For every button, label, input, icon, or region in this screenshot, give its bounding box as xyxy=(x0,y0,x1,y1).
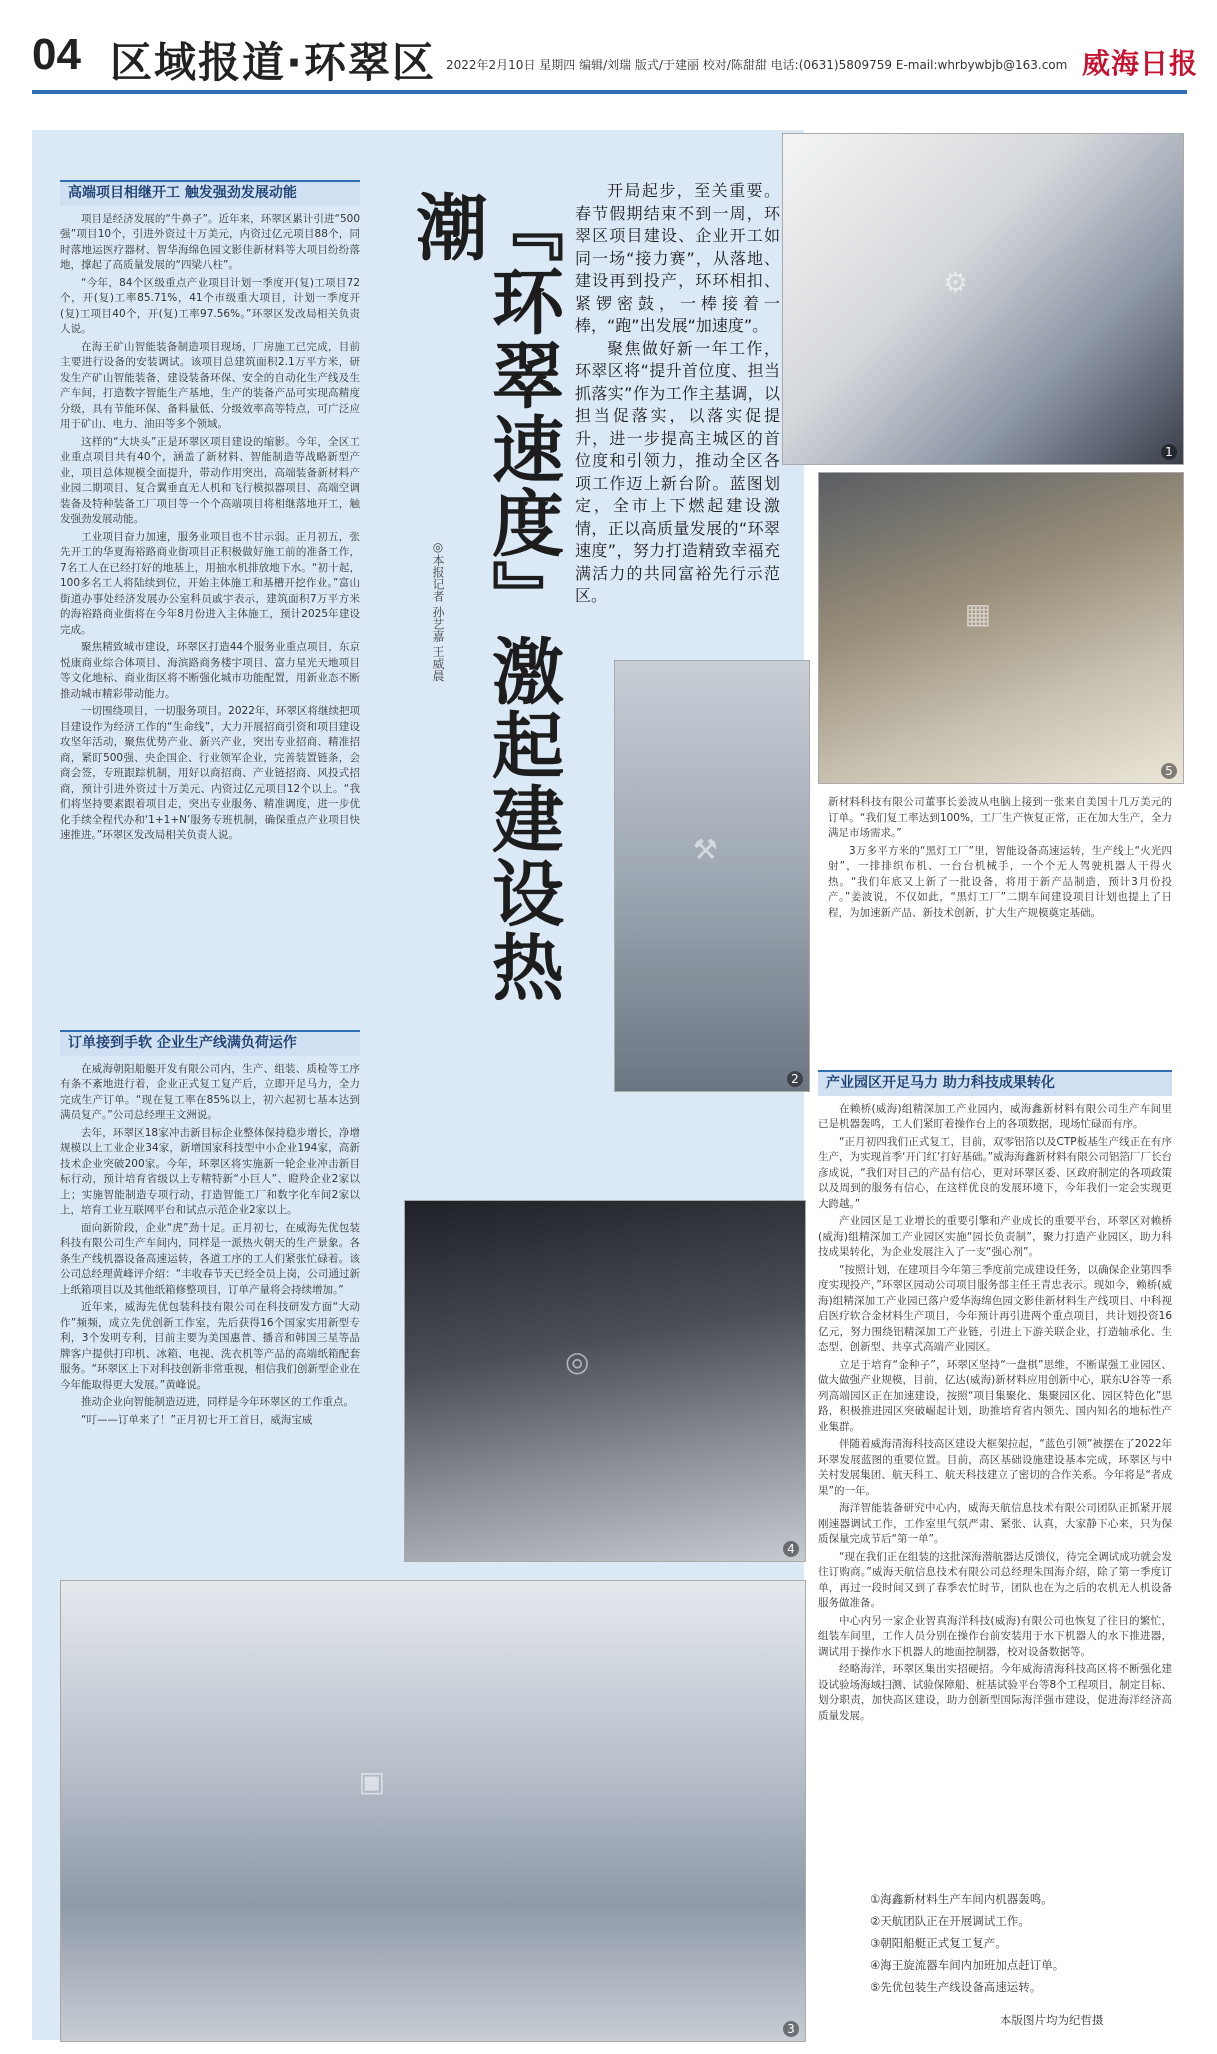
section-1-column xyxy=(60,180,360,846)
paragraph: 在海王矿山智能装备制造项目现场，厂房施工已完成，目前主要进行设备的安装调试。该项目总建筑面积2.1万平方米，研发生产矿山智能装备，建设装备环保、安全的自动化生产线及生产车间，打造数字智能生产基地，生产的装备产品可实现高精度分级，具有节能环保、备料量低、分级效率高等特点，可广泛应用于矿山、电力、油田等多个领域。 xyxy=(60,340,360,430)
paragraph: 一切围绕项目，一切服务项目。2022年，环翠区将继续把项目建设作为经济工作的“生命线”，大力开展招商引资和项目建设攻坚年活动，聚焦优势产业、新兴产业，突出专业招商、精准招商，紧盯500强、央企国企、行业领军企业，完善装置链条，会商会签，专班跟踪机制，用好以商招商、产业链招商、风投式招商，预计引进外资过十万美元、内资过亿元项目12个以上。“我们将坚持要素跟着项目走，突出专业服务、精准调度，进一步优化手续全程代办和‘1+1+N’服务专班机制，确保重点产业项目快速推进。”环翠区发改局相关负责人说。 xyxy=(60,705,360,841)
section-1-heading: 高端项目相继开工 触发强劲发展动能 xyxy=(60,180,360,206)
paragraph: “现在我们正在组装的这批深海潜航器达反馈仪，待完全调试成功就会发往订购商。”威海天航信息技术有限公司总经理朱国海介绍，除了第一季度订单，再过一段时间又到了春季农忙时节，团队也在为之后的农机无人机设备服务做准备。 xyxy=(818,1550,1172,1609)
paragraph: 3万多平方米的“黑灯工厂”里，智能设备高速运转，生产线上“火光四射”，一排排织布机、一台台机械手，一个个无人驾驶机器人干得火热。“我们年底又上新了一批设备，将用于新产品制造，预计3月份投产。”姜波说，不仅如此，“黑灯工厂”二期车间建设项目计划也提上了日程，为加速新产品、新技术创新，扩大生产规模奠定基础。 xyxy=(828,844,1172,919)
factory-photo-icon: ▦ xyxy=(964,597,992,630)
paragraph: 推动企业向智能制造迈进，同样是今年环翠区的工作重点。 xyxy=(81,1396,354,1408)
photo-captions xyxy=(870,1888,1170,1998)
paragraph: 去年，环翠区18家冲击新目标企业整体保持稳步增长，净增规模以上工业企业34家，新增国家科技型中小企业194家，高新技术企业突破200家。今年，环翠区将实施新一轮企业冲击新目标行动，预计培育省级以上专精特新“小巨人”、瞪羚企业2家以上；实施智能制造专项行动，打造智能工厂和数字化车间2家以上，培育工业互联网平台和试点示范企业2家以上。 xyxy=(60,1126,360,1216)
section-3-column xyxy=(818,1070,1172,1726)
photo-number: 4 xyxy=(783,1541,799,1557)
photo-number: 1 xyxy=(1161,444,1177,460)
photo-2 xyxy=(614,660,810,1092)
photo-number: 3 xyxy=(783,2021,799,2037)
newspaper-logo: 威海日报 xyxy=(1082,47,1199,80)
byline: ◎本报记者 孙艺嘉 王威晨 xyxy=(431,540,445,682)
section-title: 区域报道·环翠区 xyxy=(110,38,436,87)
section-3-heading: 产业园区开足马力 助力科技成果转化 xyxy=(818,1070,1172,1096)
photo-1 xyxy=(782,133,1184,465)
paragraph: 聚焦精致城市建设，环翠区打造44个服务业重点项目，东京悦康商业综合体项目、海滨路商务楼宇项目、富力星光天地项目等文化地标、商业街区将不断强化城市功能配置，用新业态不断推动城市精彩带动能力。 xyxy=(60,641,360,700)
photo-number: 5 xyxy=(1161,763,1177,779)
paragraph: 中心内另一家企业智真海洋科技(威海)有限公司也恢复了往日的繁忙，组装车间里，工作人员分别在操作台前安装用于水下机器人的水下推进器，调试用于操作水下机器人的地面控制器，校对设备数据等。 xyxy=(818,1614,1172,1658)
factory-photo-icon: ▣ xyxy=(358,1765,386,1798)
header-meta: 2022年2月10日 星期四 编辑/刘瑞 版式/于建丽 校对/陈甜甜 电话:(0631)5809759 E-mail:whrbywbjb@163.com xyxy=(446,58,1068,72)
paragraph: 面向新阶段，企业“虎”劲十足。正月初七，在威海先优包装科技有限公司生产车间内，同样是一派热火朝天的生产景象。各条生产线机器设备高速运转，各道工序的工人们紧张忙碌着。该公司总经理黄峰评介绍：“丰收春节天已经全员上岗，公司通过新上纸箱项目以及其他纸箱修整项目，订单产量将会持续增加。” xyxy=(60,1221,360,1296)
workshop-photo-icon: ◎ xyxy=(565,1345,590,1378)
paragraph: 海洋智能装备研究中心内，威海天航信息技术有限公司团队正抓紧开展刚速器调试工作，工作室里气氛严肃、紧张、认真，大家静下心来，只为保质保量完成节后“第一单”。 xyxy=(818,1502,1172,1545)
paragraph: 在赖桥(威海)组精深加工产业园内，威海鑫新材料有限公司生产车间里已是机器轰鸣，工人们紧盯着操作台上的各项数据，现场忙碌而有序。 xyxy=(818,1102,1172,1130)
caption: ①海鑫新材料生产车间内机器轰鸣。 xyxy=(870,1892,1053,1906)
section-2-column xyxy=(60,1030,360,1430)
caption: ④海王旋流器车间内加班加点赶订单。 xyxy=(870,1958,1065,1972)
section-2-heading: 订单接到手软 企业生产线满负荷运作 xyxy=(60,1030,360,1056)
workshop-photo-icon: ⚒ xyxy=(692,833,718,866)
paragraph: 在威海朝阳船艇开发有限公司内，生产、组装、质检等工序有条不紊地进行着，企业正式复工复产后，立即开足马力，全力完成生产订单。“现在复工率在85%以上，初六起初七基本达到满员复产。”公司总经理王文洲说。 xyxy=(60,1062,360,1121)
photo-4 xyxy=(404,1200,806,1562)
paragraph: 经略海洋，环翠区集出实招硬招。今年威海清海科技高区将不断强化建设试验场海域扫测、试验保障船、桩基试验平台等8个工程项目，制定目标、划分职责，加快高区建设，助力创新型国际海洋强市建设，促进海洋经济高质量发展。 xyxy=(818,1663,1172,1722)
paragraph: 立足于培育“金种子”，环翠区坚持“一盘棋”思维，不断谋强工业园区、做大做强产业规模，目前，亿达(威海)新材料应用创新中心，联东U谷等一系列高端园区正在加速建设，按照“项目集聚化、集聚园区化、园区特色化”思路，积极推进园区突破崛起计划，助推培育省内领先、国内知名的地标性产业集群。 xyxy=(818,1358,1172,1433)
paragraph: 近年来，威海先优包装科技有限公司在科技研发方面“大动作”频频，成立先优创新工作室，先后获得16个国家实用新型专利，3个发明专利，目前主要为美国惠普、播音和韩国三星等品牌客户提供打印机、冰箱、电视、洗衣机等产品的高端纸箱配套服务。“环翠区上下对科技创新非常重视，相信我们创新型企业在今年能取得更大发展。”黄峰说。 xyxy=(60,1301,360,1391)
headline: 『环翠速度』激起建设热潮 xyxy=(404,190,565,1004)
paragraph: “叮——订单来了！”正月初七开工首日，威海宝威 xyxy=(81,1413,313,1426)
lead-paragraph: 聚焦做好新一年工作，环翠区将“提升首位度、担当抓落实”作为工作主基调，以担当促落实，以落实促提升，进一步提高主城区的首位度和引领力，推动全区各项工作迈上新台阶。蓝图划定，全市上下燃起建设激情，正以高质量发展的“环翠速度”，努力打造精致幸福充满活力的共同富裕先行示范区。 xyxy=(575,338,780,605)
photo-number: 2 xyxy=(787,1071,803,1087)
paragraph: 产业园区是工业增长的重要引擎和产业成长的重要平台，环翠区对赖桥(威海)组精深加工产业园区实施“园长负责制”，聚力打造产业园区，助力科技成果转化，为企业发展注入了一支“强心剂”。 xyxy=(818,1215,1172,1258)
paragraph: “今年，84个区级重点产业项目计划一季度开(复)工项目72个，开(复)工率85.71%，41个市级重大项目，计划一季度开(复)工项目40个，开(复)工率97.56%。”环翠区发改局相关负责人说。 xyxy=(60,276,360,335)
paragraph: 项目是经济发展的“牛鼻子”。近年来，环翠区累计引进“500强”项目10个，引进外资过十万美元，内资过亿元项目88个，同时落地运医疗器材、智华海绵色园文影佳新材料等大项目纷纷落地，撑起了高质量发展的“四梁八柱”。 xyxy=(60,212,360,271)
photo-5 xyxy=(818,472,1184,784)
headline-block xyxy=(404,180,570,1030)
continuation-column xyxy=(828,795,1172,923)
header-rule xyxy=(32,90,1187,94)
photo-3 xyxy=(60,1580,806,2042)
paragraph: 这样的“大块头”正是环翠区项目建设的缩影。今年，全区工业重点项目共有40个，涵盖了新材料、智能制造等战略新型产业，项目总体规模全面提升，带动作用突出，高端装备新材料产业园二期项目、复合翼垂直无人机和飞行模拟器项目、高端空调装备及特种装备工厂项目等一个个高端项目将相继落地开工，触发强劲发展动能。 xyxy=(60,435,360,525)
caption: ③朝阳船艇正式复工复产。 xyxy=(870,1936,1007,1950)
paragraph: “按照计划，在建项目今年第三季度前完成建设任务，以确保企业第四季度实现投产，”环翠区园动公司项目服务部主任王青忠表示。现如今，赖桥(威海)组精深加工产业园已落户爱华海绵色园文影佳新材料生产线项目、中科视启医疗软合金材料生产项目，今年预计再引进两个重点项目，共计划投资16亿元，努力围绕铝精深加工产业链，引进上下游关联企业，打造轴承化、生态型、创新型、共享式高端产业园区。 xyxy=(818,1263,1172,1353)
paragraph: “正月初四我们正式复工，目前，双零铝箔以及CTP板基生产线正在有序生产，为实现首季‘开门红’打好基础。”威海海鑫新材料有限公司铝箔厂厂长台彦成说，“我们对目己的产品有信心，更对环翠区委、区政府制定的各项政策以及周到的服务有信心，在这样优良的发展环境下，今年我们一定会实现更大跨越。” xyxy=(818,1135,1172,1210)
lead-paragraph: 开局起步，至关重要。春节假期结束不到一周，环翠区项目建设、企业开工如同一场“接力赛”，从落地、建设再到投产，环环相扣、紧锣密鼓，一棒接着一棒，“跑”出发展“加速度”。 xyxy=(575,181,780,335)
lead-text xyxy=(575,180,780,608)
factory-photo-icon: ⚙ xyxy=(943,266,969,299)
caption: ②天航团队正在开展调试工作。 xyxy=(870,1914,1030,1928)
caption: ⑤先优包装生产线设备高速运转。 xyxy=(870,1980,1042,1994)
paragraph: 伴随着威海清海科技高区建设大框架拉起，“蓝色引领”被摆在了2022年环翠发展蓝图的重要位置。目前，高区基础设施建设基本完成，环翠区与中关村发展集团、航天科工、航天科技建立了密切的合作关系。今年将是“者成果”的一年。 xyxy=(818,1438,1172,1497)
photo-credit: 本版图片均为纪哲摄 xyxy=(1000,2013,1104,2027)
paragraph: 新材料科技有限公司董事长姜波从电脑上接到一张来自美国十几万美元的订单。“我们复工率达到100%，工厂生产恢复正常，正在加大生产，全力满足市场需求。” xyxy=(828,796,1172,839)
page-number: 04 xyxy=(32,30,81,79)
paragraph: 工业项目奋力加速，服务业项目也不甘示弱。正月初五，张先开工的华夏海裕路商业街项目正积极做好施工前的准备工作，7名工人在已经打好的地基上，用抽水机排放地下水。“初十起，100多名工人将陆续到位，开始主体施工和基槽开挖作业。”富山街道办事处经济发展办公室科员戚宇表示，建筑面积7万平方米的海裕路商业街将在今年8月份进入主体施工，预计2025年建设完成。 xyxy=(60,530,360,636)
